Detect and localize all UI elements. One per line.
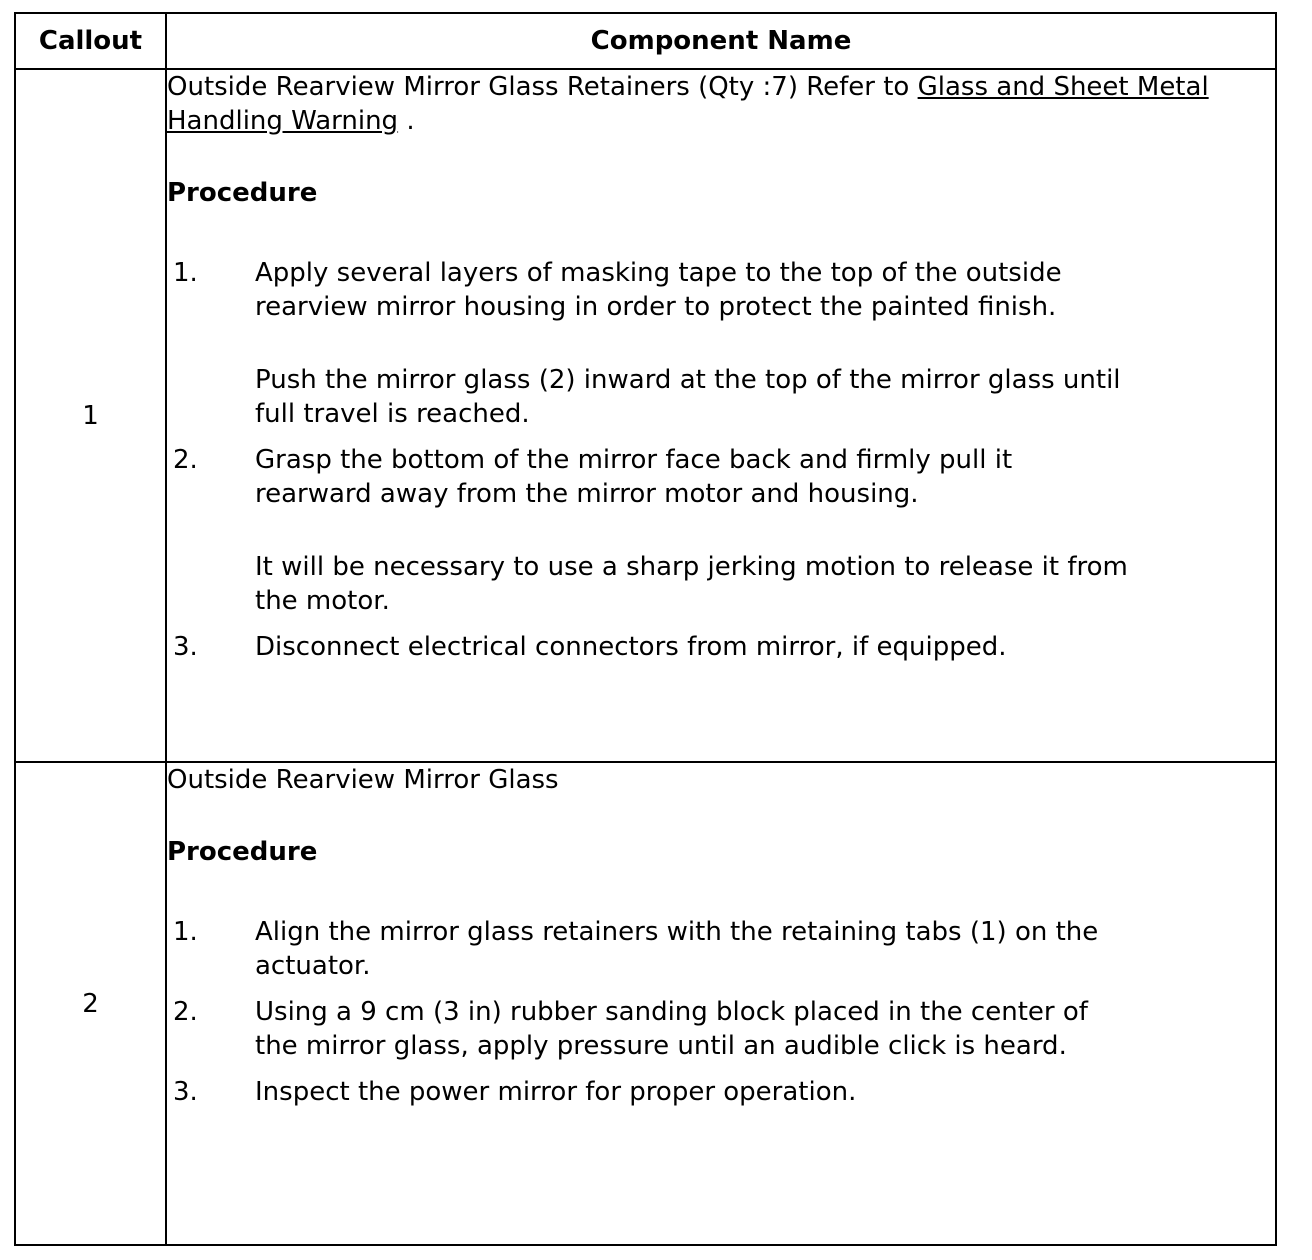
component-title-text: Outside Rearview Mirror Glass Retainers (Qty :7) Refer to [167,72,918,102]
step-number: 1. [173,258,198,288]
list-item [167,443,1275,618]
list-item [167,995,1275,1063]
component-name-header: Component Name [166,13,1276,69]
step-number: 3. [173,1077,198,1107]
list-item [167,1075,1275,1109]
component-title: Outside Rearview Mirror Glass [167,765,559,795]
header-row [15,13,1276,69]
procedure-table [14,12,1277,1246]
procedure-steps [167,915,1275,1109]
step-note: It will be necessary to use a sharp jerking motion to release it from the motor. [255,552,1128,616]
step-number: 2. [173,997,198,1027]
callout-number: 1 [15,69,166,762]
table-row [15,69,1276,762]
procedure-heading: Procedure [167,837,318,867]
component-cell [166,69,1276,762]
step-number: 2. [173,445,198,475]
table-row [15,762,1276,1245]
component-title [167,70,1275,138]
step-text: Inspect the power mirror for proper operation. [255,1077,857,1107]
step-text: Disconnect electrical connectors from mirror, if equipped. [255,632,1007,662]
component-cell [166,762,1276,1245]
list-item [167,630,1275,664]
procedure-heading: Procedure [167,178,318,208]
list-item [167,256,1275,431]
procedure-steps [167,256,1275,664]
step-text: Using a 9 cm (3 in) rubber sanding block placed in the center of the mirror glass, apply pressure until an audible click is heard. [255,997,1088,1061]
step-number: 1. [173,917,198,947]
step-text: Apply several layers of masking tape to the top of the outside rearview mirror housing in order to protect the painted finish. [255,258,1062,322]
step-number: 3. [173,632,198,662]
component-title-suffix: . [398,106,415,136]
glass-sheet-metal-warning-link[interactable]: Glass and Sheet Metal Handling Warning [167,72,1209,136]
callout-header: Callout [15,13,166,69]
step-text: Align the mirror glass retainers with the retaining tabs (1) on the actuator. [255,917,1099,981]
list-item [167,915,1275,983]
step-note: Push the mirror glass (2) inward at the top of the mirror glass until full travel is reached. [255,365,1121,429]
step-text: Grasp the bottom of the mirror face back and firmly pull it rearward away from the mirror motor and housing. [255,445,1013,509]
callout-number: 2 [15,762,166,1245]
